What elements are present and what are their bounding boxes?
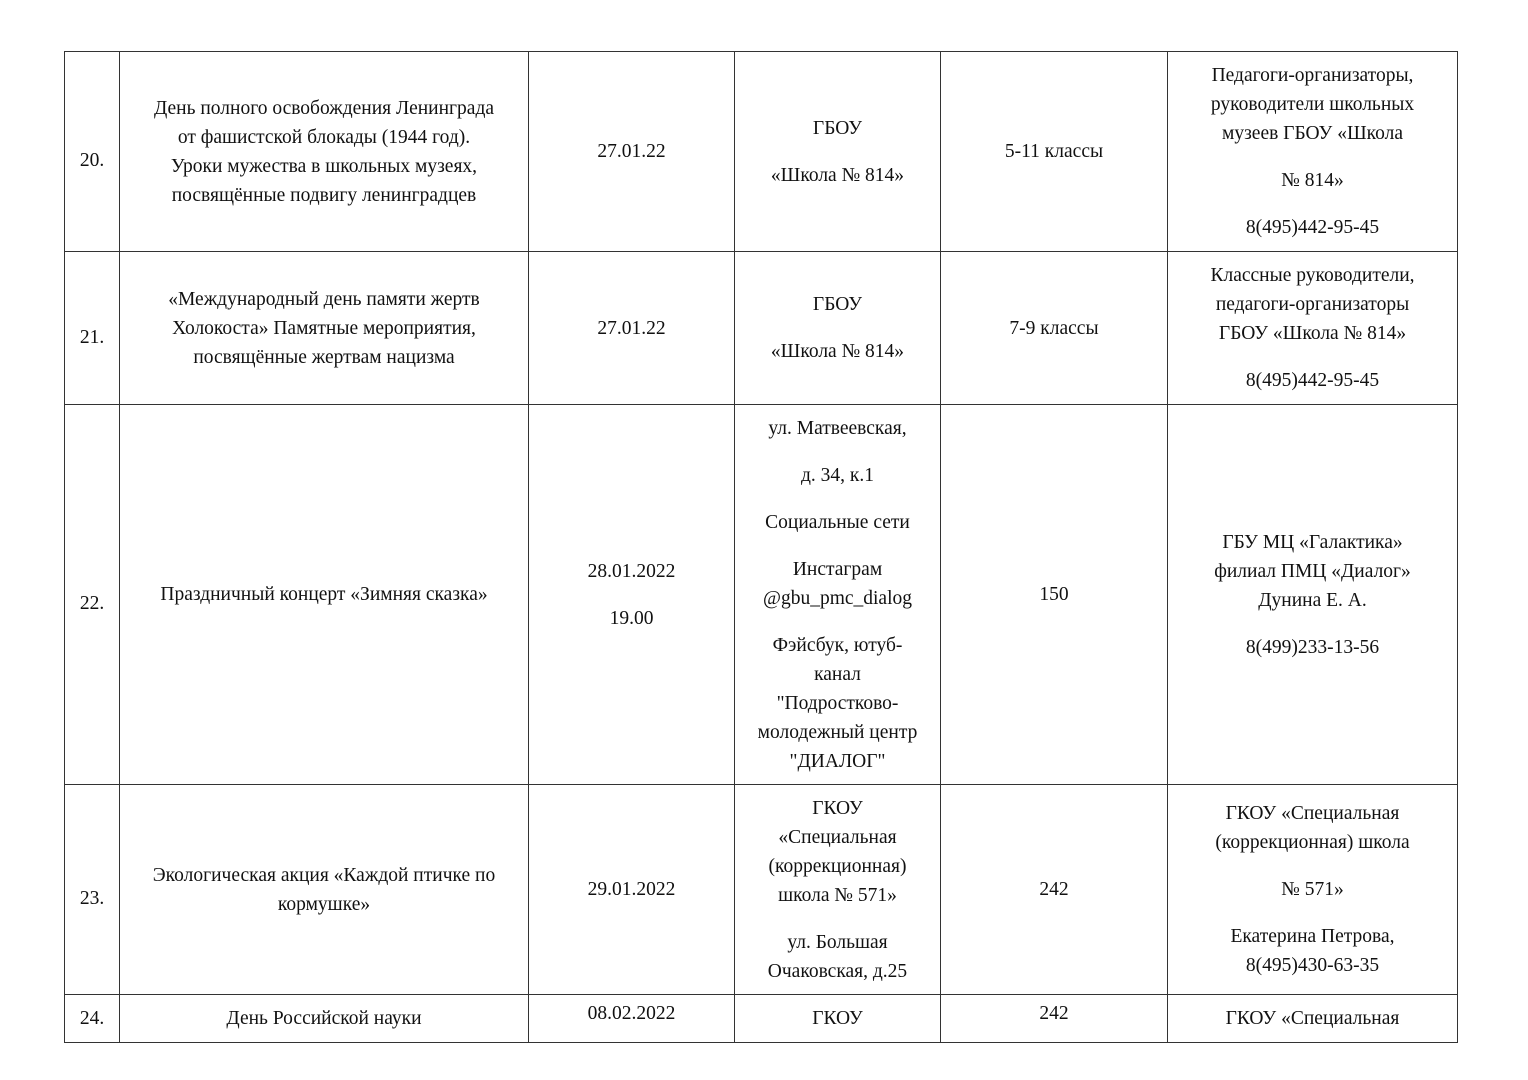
table-row: [65, 405, 1458, 785]
place-cell: ГКОУ: [735, 995, 941, 1043]
event-cell: «Международный день памяти жертв Холокоста» Памятные мероприятия, посвящённые жертвам нацизма: [120, 252, 529, 405]
row-number: 24.: [65, 995, 120, 1043]
event-cell: День полного освобождения Ленинграда от фашистской блокады (1944 год). Уроки мужества в школьных музеях, посвящённые подвигу ленинградцев: [120, 52, 529, 252]
place-cell: ГКОУ «Специальная (коррекционная) школа № 571» ул. Большая Очаковская, д.25: [735, 785, 941, 995]
row-number: 23.: [65, 785, 120, 995]
place-cell: ул. Матвеевская, д. 34, к.1 Социальные сети Инстаграм @gbu_pmc_dialog Фэйсбук, ютуб- канал "Подростково- молодежный центр "ДИАЛОГ": [735, 405, 941, 785]
date-cell: 27.01.22: [529, 252, 735, 405]
row-number: 22.: [65, 405, 120, 785]
audience-cell: 242: [941, 995, 1168, 1043]
date-cell: 27.01.22: [529, 52, 735, 252]
responsible-cell: ГКОУ «Специальная (коррекционная) школа № 571» Екатерина Петрова, 8(495)430-63-35: [1168, 785, 1458, 995]
date-cell: 08.02.2022: [529, 995, 735, 1043]
place-cell: ГБОУ «Школа № 814»: [735, 252, 941, 405]
row-number: 21.: [65, 252, 120, 405]
table-row: [65, 785, 1458, 995]
audience-cell: 242: [941, 785, 1168, 995]
responsible-cell: Классные руководители, педагоги-организаторы ГБОУ «Школа № 814» 8(495)442-95-45: [1168, 252, 1458, 405]
place-cell: ГБОУ «Школа № 814»: [735, 52, 941, 252]
row-number: 20.: [65, 52, 120, 252]
date-cell: 28.01.2022 19.00: [529, 405, 735, 785]
table-row: [65, 995, 1458, 1043]
date-cell: 29.01.2022: [529, 785, 735, 995]
table-row: [65, 252, 1458, 405]
table-row: [65, 52, 1458, 252]
audience-cell: 150: [941, 405, 1168, 785]
responsible-cell: Педагоги-организаторы, руководители школьных музеев ГБОУ «Школа № 814» 8(495)442-95-45: [1168, 52, 1458, 252]
responsible-cell: ГКОУ «Специальная: [1168, 995, 1458, 1043]
event-cell: День Российской науки: [120, 995, 529, 1043]
event-cell: Праздничный концерт «Зимняя сказка»: [120, 405, 529, 785]
audience-cell: 7-9 классы: [941, 252, 1168, 405]
responsible-cell: ГБУ МЦ «Галактика» филиал ПМЦ «Диалог» Дунина Е. А. 8(499)233-13-56: [1168, 405, 1458, 785]
events-table: [64, 51, 1458, 1043]
event-cell: Экологическая акция «Каждой птичке по кормушке»: [120, 785, 529, 995]
audience-cell: 5-11 классы: [941, 52, 1168, 252]
